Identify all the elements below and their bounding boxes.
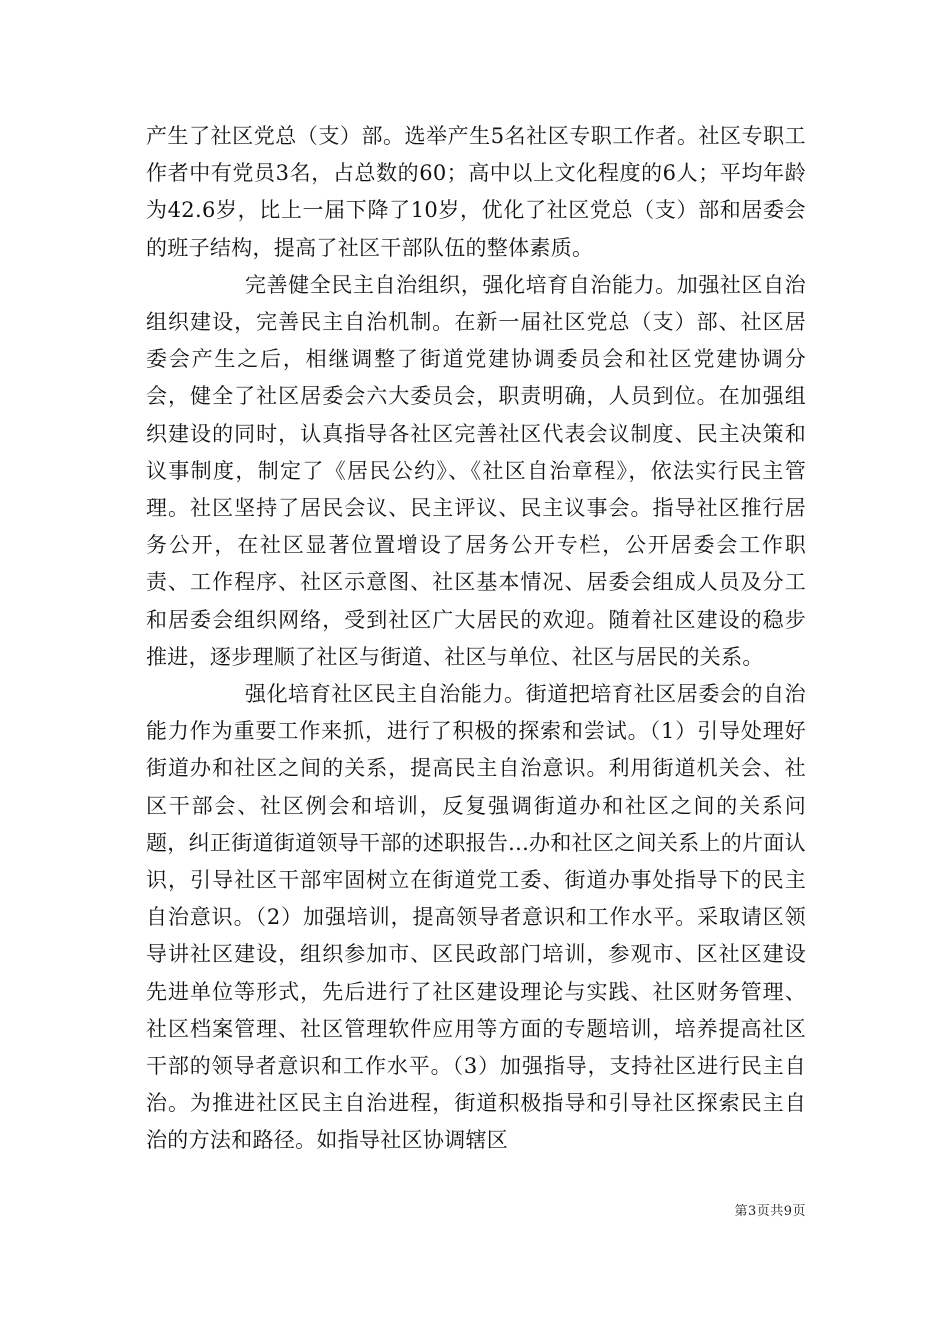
paragraph-2: 完善健全民主自治组织，强化培育自治能力。加强社区自治组织建设，完善民主自治机制。在新一届社区党总（支）部、社区居委会产生之后，相继调整了街道党建协调委员会和社区党建协调分会，健全了社区居委会六大委员会，职责明确，人员到位。在加强组织建设的同时，认真指导各社区完善社区代表会议制度、民主决策和议事制度，制定了《居民公约》、《社区自治章程》，依法实行民主管理。社区坚持了居民会议、民主评议、民主议事会。指导社区推行居务公开，在社区显著位置增设了居务公开专栏，公开居委会工作职责、工作程序、社区示意图、社区基本情况、居委会组成人员及分工和居委会组织网络，受到社区广大居民的欢迎。随着社区建设的稳步推进，逐步理顺了社区与街道、社区与单位、社区与居民的关系。 bbox=[146, 272, 806, 669]
document-body bbox=[146, 118, 806, 1160]
page-number-footer: 第3页共9页 bbox=[734, 1204, 806, 1219]
paragraph-3: 强化培育社区民主自治能力。街道把培育社区居委会的自治能力作为重要工作来抓，进行了积极的探索和尝试。（1）引导处理好街道办和社区之间的关系，提高民主自治意识。利用街道机关会、社区干部会、社区例会和培训，反复强调街道办和社区之间的关系问题，纠正街道街道领导干部的述职报告...办和社区之间关系上的片面认识，引导社区干部牢固树立在街道党工委、街道办事处指导下的民主自治意识。（2）加强培训，提高领导者意识和工作水平。采取请区领导讲社区建设，组织参加市、区民政部门培训，参观市、区社区建设先进单位等形式，先后进行了社区建设理论与实践、社区财务管理、社区档案管理、社区管理软件应用等方面的专题培训，培养提高社区干部的领导者意识和工作水平。（3）加强指导，支持社区进行民主自治。为推进社区民主自治进程，街道积极指导和引导社区探索民主自治的方法和路径。如指导社区协调辖区 bbox=[146, 682, 806, 1153]
paragraph-1: 产生了社区党总（支）部。选举产生5名社区专职工作者。社区专职工作者中有党员3名，占总数的60；高中以上文化程度的6人；平均年龄为42.6岁，比上一届下降了10岁，优化了社区党总（支）部和居委会的班子结构，提高了社区干部队伍的整体素质。 bbox=[146, 124, 806, 260]
